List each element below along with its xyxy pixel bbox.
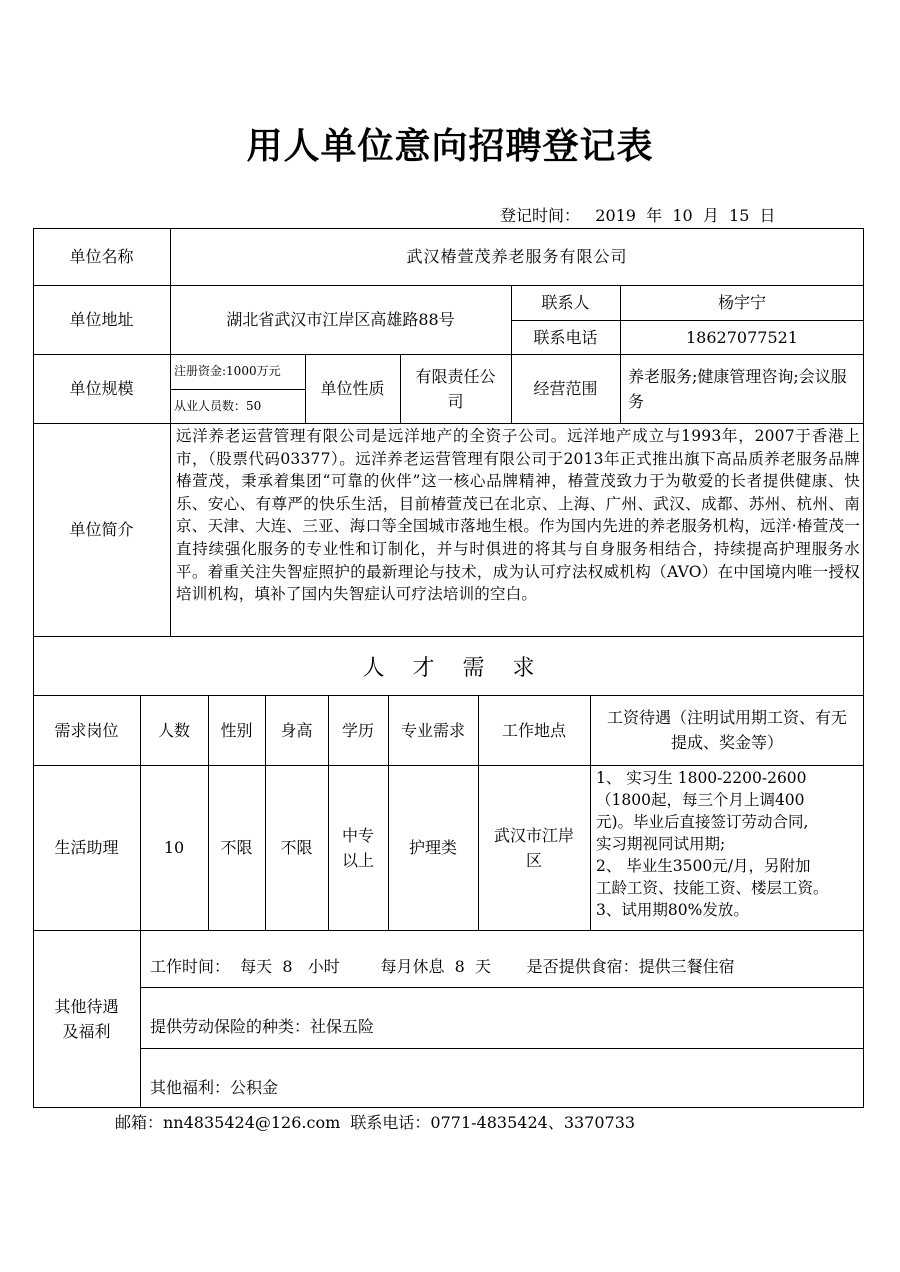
unit-intro-label: 单位简介	[69, 520, 134, 539]
unit-name-label: 单位名称	[69, 247, 134, 266]
demand-position: 生活助理	[54, 838, 119, 857]
contact-phone-label: 联系电话	[533, 327, 598, 347]
demand-location: 武汉市江岸区	[493, 825, 574, 870]
welfare-label: 其他待遇及福利	[54, 997, 119, 1041]
footer-contact: 邮箱：nn4835424@126.com 联系电话：0771-4835424、3370733	[115, 1113, 636, 1132]
demand-salary	[596, 767, 862, 921]
business-scope-value: 养老服务;健康管理咨询;会议服务	[628, 366, 847, 411]
contact-phone-value: 18627077521	[686, 327, 798, 347]
demand-major: 护理类	[408, 838, 457, 857]
unit-nature-value: 有限责任公司	[415, 366, 496, 411]
header-salary: 工资待遇（注明试用期工资、有无提成、奖金等）	[606, 708, 847, 752]
unit-scale-label: 单位规模	[69, 379, 134, 398]
insurance-types: 提供劳动保险的种类：社保五险	[150, 1017, 375, 1036]
demand-height: 不限	[280, 838, 313, 857]
header-major: 专业需求	[400, 720, 465, 740]
talent-demand-heading: 人 才 需 求	[362, 656, 535, 681]
unit-address-value: 湖北省武汉市江岸区高雄路88号	[226, 310, 455, 329]
staff-count: 从业人员数：50	[174, 398, 262, 413]
unit-address-label: 单位地址	[69, 310, 134, 329]
header-education: 学历	[341, 720, 374, 740]
work-time: 工作时间： 每天 8 小时 每月休息 8 天 是否提供食宿：提供三餐住宿	[150, 956, 735, 976]
header-position: 需求岗位	[54, 720, 119, 740]
row-divider	[33, 636, 864, 637]
header-count: 人数	[157, 720, 190, 740]
header-location: 工作地点	[501, 720, 566, 740]
salary-line: 元)。毕业后直接签订劳动合同,	[596, 813, 809, 831]
salary-line: 实习期视同试用期;	[596, 835, 726, 853]
salary-line: 3、试用期80%发放。	[596, 901, 749, 919]
other-benefits: 其他福利：公积金	[150, 1077, 279, 1097]
demand-gender: 不限	[220, 838, 253, 857]
contact-person-label: 联系人	[541, 293, 590, 312]
contact-person-value: 杨宇宁	[717, 293, 766, 312]
header-gender: 性别	[220, 720, 253, 740]
row-divider	[140, 1048, 864, 1049]
demand-education: 中专以上	[341, 825, 374, 870]
salary-line: 工龄工资、技能工资、楼层工资。	[596, 879, 829, 897]
unit-nature-label: 单位性质	[320, 379, 385, 398]
registered-capital: 注册资金:1000万元	[174, 364, 281, 378]
salary-line: 1、 实习生 1800-2200-2600	[596, 769, 807, 787]
row-divider	[140, 987, 864, 988]
page-title: 用人单位意向招聘登记表	[246, 126, 654, 167]
header-height: 身高	[280, 720, 313, 740]
unit-intro-text: 远洋养老运营管理有限公司是远洋地产的全资子公司。远洋地产成立与1993年，2007于香港上市，（股票代码03377）。远洋养老运营管理有限公司于2013年正式推出旗下高品质养老服务品牌椿萱茂，秉承着集团“可靠的伙伴”这一核心品牌精神，椿萱茂致力于为敬爱的长者提供健康、快乐、安心、有尊严的快乐生活，目前椿萱茂已在北京、上海、广州、武汉、成都、苏州、杭州、南京、天津、大连、三亚、海口等全国城市落地生根。作为国内先进的养老服务机构，远洋·椿萱茂一直持续强化服务的专业性和订制化，并与时俱进的将其与自身服务相结合，持续提高护理服务水平。着重关注失智症照护的最新理论与技术，成为认可疗法权威机构（AVO）在中国境内唯一授权培训机构，填补了国内失智症认可疗法培训的空白。	[176, 427, 860, 604]
registration-time: 登记时间： 2019 年 10 月 15 日	[500, 206, 776, 225]
business-scope-label: 经营范围	[533, 379, 598, 398]
unit-name-value: 武汉椿萱茂养老服务有限公司	[406, 247, 628, 266]
demand-count: 10	[163, 838, 185, 857]
salary-line: （1800起，每三个月上调400	[596, 791, 805, 809]
row-divider	[33, 930, 864, 931]
salary-line: 2、 毕业生3500元/月，另附加	[596, 857, 811, 875]
